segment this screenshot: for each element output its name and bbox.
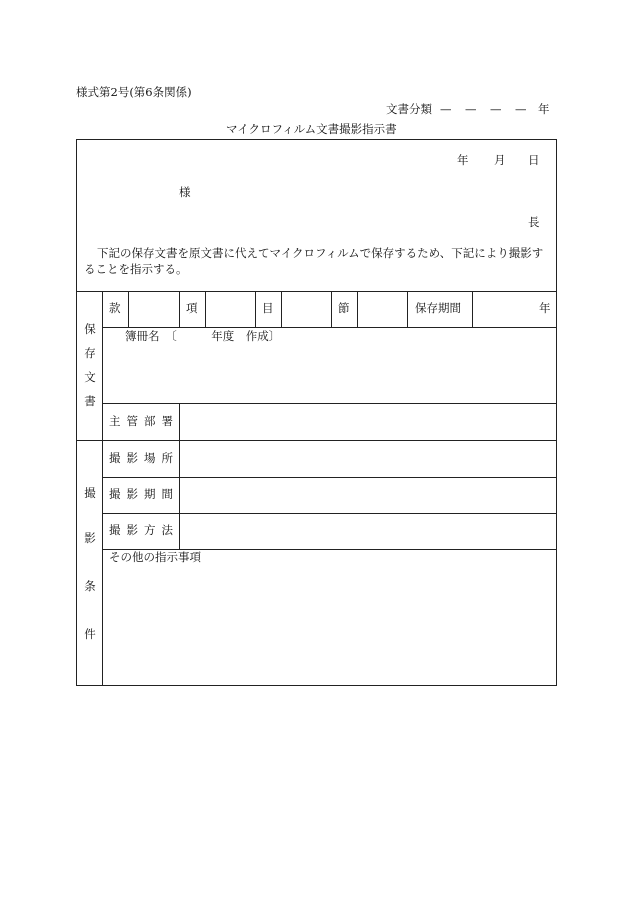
rule-setsu [357,291,358,327]
rule-ledger-area [102,403,556,404]
rule-storage-section [77,440,556,441]
classification-year: 年 [538,102,550,116]
date-month: 月 [494,153,506,167]
other-instructions-label: その他の指示事項 [109,550,201,564]
rule-moku [281,291,282,327]
shooting-method-label: 撮影方法 [109,523,179,537]
ledger-name-label: 簿冊名 〔 年度 作成〕 [125,329,281,343]
managing-dept-label: 主管部署 [109,414,179,428]
shooting-period-label: 撮影期間 [109,487,179,501]
body-text-line-2: ることを指示する。 [84,262,188,276]
classification-label: 文書分類 [386,102,432,116]
document-title: マイクロフィルム文書撮影指示書 [226,122,397,136]
setsu-label: 節 [338,301,350,315]
retention-year: 年 [539,301,551,315]
form-number: 様式第2号(第6条関係) [76,85,192,99]
rule-moku-value [331,291,332,327]
body-text-line-1: 下記の保存文書を原文書に代えてマイクロフィルムで保存するため、下記により撮影す [97,246,544,260]
rule-kan-value [179,291,180,327]
rule-kou [205,291,206,327]
moku-label: 目 [262,301,274,315]
date-day: 日 [528,153,540,167]
rule-kou-value [255,291,256,327]
issuer-title: 長 [528,215,540,229]
rule-location-row [102,477,556,478]
classification-dashes: — — — — [440,102,528,116]
rule-top-section [77,291,556,292]
rule-setsu-value [407,291,408,327]
date-year: 年 [457,153,469,167]
retention-period-label: 保存期間 [415,301,461,315]
instruction-form: 年 月 日 様 長 下記の保存文書を原文書に代えてマイクロフィルムで保存するため、下記により撮影す ることを指示する。 保 存 文 書 款 項 目 節 保存期間 年 簿冊名 〔 年度 作成〕 主管部署 撮 影 条 件 撮影場所 撮影期間 撮影方法 その他の指示事項 [76,139,557,686]
rule-period-row [102,513,556,514]
shooting-location-label: 撮影場所 [109,451,179,465]
rule-retention-label [472,291,473,327]
rule-category-row [102,327,556,328]
rule-kan [128,291,129,327]
addressee-honorific: 様 [179,185,191,199]
kou-label: 項 [186,301,198,315]
kan-label: 款 [109,301,121,315]
rule-field-labels [179,403,180,549]
